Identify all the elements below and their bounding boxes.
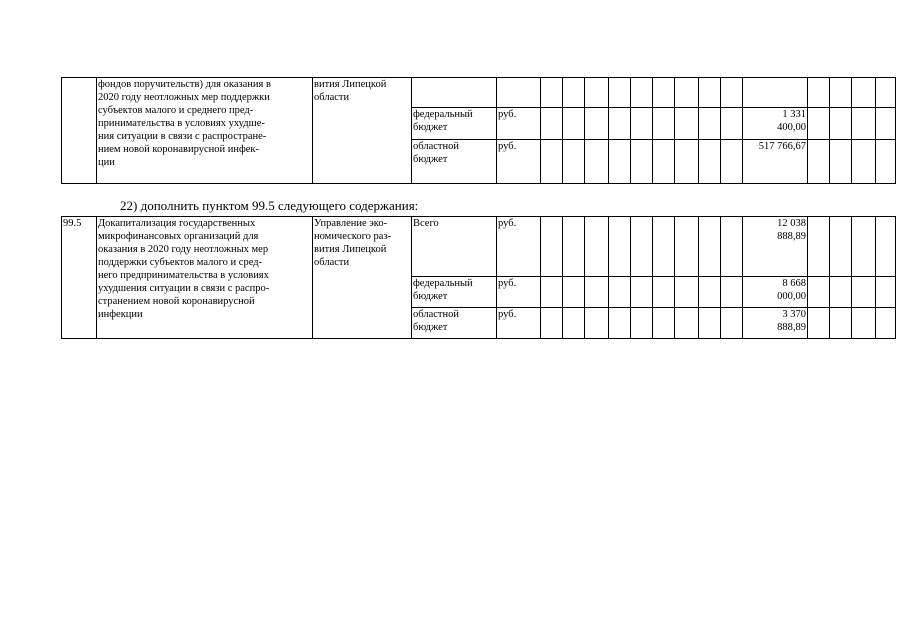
- empty-cell: [541, 78, 563, 108]
- source-cell: областной бюджет: [412, 308, 497, 339]
- empty-cell: [876, 140, 896, 184]
- amount-cell: [743, 140, 808, 184]
- empty-cell: [699, 140, 721, 184]
- source-cell: Всего: [412, 217, 497, 277]
- source-cell: областной бюджет: [412, 140, 497, 184]
- empty-cell: [876, 277, 896, 308]
- empty-cell: [852, 217, 876, 277]
- empty-cell: [808, 217, 830, 277]
- executor-line: Управление эко-: [314, 218, 388, 229]
- description-line: принимательства в условиях ухудше-: [98, 118, 265, 129]
- description-line: фондов поручительств) для оказания в: [98, 79, 271, 90]
- description-line: ции: [98, 157, 115, 168]
- description-line: странением новой коронавирусной: [98, 296, 255, 307]
- empty-cell: [721, 78, 743, 108]
- empty-cell: [585, 140, 609, 184]
- source-cell: [412, 78, 497, 108]
- empty-cell: [830, 140, 852, 184]
- executor-line: области: [314, 257, 350, 268]
- amount-line: 3 370: [782, 309, 806, 320]
- empty-cell: [585, 277, 609, 308]
- executor-line: области: [314, 92, 350, 103]
- empty-cell: [563, 108, 585, 140]
- description-line: инфекции: [98, 309, 143, 320]
- empty-cell: [721, 140, 743, 184]
- empty-cell: [541, 308, 563, 339]
- description-line: нием новой коронавирусной инфек-: [98, 144, 260, 155]
- empty-cell: [830, 217, 852, 277]
- empty-cell: [653, 277, 675, 308]
- source-cell: федеральный бюджет: [412, 108, 497, 140]
- amount-line: 517 766,67: [758, 141, 806, 152]
- empty-cell: [541, 108, 563, 140]
- amount-cell: [743, 277, 808, 308]
- unit-cell: руб.: [497, 108, 541, 140]
- empty-cell: [541, 217, 563, 277]
- empty-cell: [585, 308, 609, 339]
- empty-cell: [699, 277, 721, 308]
- description-line: Докапитализация государственных: [98, 218, 256, 229]
- empty-cell: [609, 217, 631, 277]
- empty-cell: [852, 140, 876, 184]
- empty-cell: [563, 277, 585, 308]
- empty-cell: [808, 78, 830, 108]
- unit-cell: [497, 78, 541, 108]
- empty-cell: [631, 217, 653, 277]
- empty-cell: [563, 308, 585, 339]
- empty-cell: [585, 78, 609, 108]
- empty-cell: [675, 277, 699, 308]
- empty-cell: [609, 140, 631, 184]
- row-number-cell: [62, 78, 97, 184]
- empty-cell: [675, 140, 699, 184]
- amount-line: 12 038: [777, 218, 806, 229]
- empty-cell: [653, 78, 675, 108]
- empty-cell: [699, 78, 721, 108]
- empty-cell: [563, 78, 585, 108]
- amount-cell: [743, 217, 808, 277]
- empty-cell: [876, 217, 896, 277]
- amount-cell: [743, 108, 808, 140]
- executor-line: вития Липецкой: [314, 244, 387, 255]
- description-cell: [97, 217, 313, 339]
- empty-cell: [653, 140, 675, 184]
- description-line: 2020 году неотложных мер поддержки: [98, 92, 270, 103]
- section-heading: 22) дополнить пунктом 99.5 следующего содержания:: [120, 198, 419, 213]
- empty-cell: [721, 217, 743, 277]
- empty-cell: [699, 308, 721, 339]
- executor-line: вития Липецкой: [314, 79, 387, 90]
- description-line: ния ситуации в связи с распростране-: [98, 131, 267, 142]
- empty-cell: [852, 277, 876, 308]
- empty-cell: [830, 108, 852, 140]
- empty-cell: [699, 108, 721, 140]
- empty-cell: [609, 277, 631, 308]
- empty-cell: [876, 78, 896, 108]
- description-line: него предпринимательства в условиях: [98, 270, 269, 281]
- budget-table-continued: [61, 77, 896, 184]
- empty-cell: [721, 277, 743, 308]
- amount-line: 8 668: [782, 278, 806, 289]
- empty-cell: [852, 78, 876, 108]
- unit-cell: руб.: [497, 140, 541, 184]
- description-line: оказания в 2020 году неотложных мер: [98, 244, 269, 255]
- row-number-cell: 99.5: [62, 217, 97, 339]
- empty-cell: [830, 277, 852, 308]
- description-line: поддержки субъектов малого и сред-: [98, 257, 263, 268]
- empty-cell: [653, 217, 675, 277]
- amount-cell: [743, 308, 808, 339]
- executor-cell: [313, 217, 412, 339]
- empty-cell: [653, 108, 675, 140]
- empty-cell: [585, 108, 609, 140]
- unit-cell: руб.: [497, 217, 541, 277]
- empty-cell: [876, 108, 896, 140]
- empty-cell: [585, 217, 609, 277]
- executor-line: номического раз-: [314, 231, 392, 242]
- empty-cell: [653, 308, 675, 339]
- amount-cell: [743, 78, 808, 108]
- empty-cell: [852, 308, 876, 339]
- unit-cell: руб.: [497, 277, 541, 308]
- empty-cell: [808, 108, 830, 140]
- amount-line: 1 331: [782, 109, 806, 120]
- amount-line: 400,00: [777, 122, 806, 133]
- description-line: микрофинансовых организаций для: [98, 231, 259, 242]
- empty-cell: [563, 217, 585, 277]
- empty-cell: [609, 108, 631, 140]
- empty-cell: [609, 308, 631, 339]
- amount-line: 888,89: [777, 322, 806, 333]
- empty-cell: [830, 308, 852, 339]
- empty-cell: [631, 108, 653, 140]
- empty-cell: [808, 277, 830, 308]
- description-line: субъектов малого и среднего пред-: [98, 105, 254, 116]
- description-cell: [97, 78, 313, 184]
- empty-cell: [852, 108, 876, 140]
- unit-cell: руб.: [497, 308, 541, 339]
- empty-cell: [631, 308, 653, 339]
- empty-cell: [675, 217, 699, 277]
- empty-cell: [675, 108, 699, 140]
- empty-cell: [808, 308, 830, 339]
- description-line: ухудшения ситуации в связи с распро-: [98, 283, 270, 294]
- empty-cell: [808, 140, 830, 184]
- empty-cell: [631, 277, 653, 308]
- empty-cell: [721, 108, 743, 140]
- empty-cell: [699, 217, 721, 277]
- empty-cell: [631, 78, 653, 108]
- empty-cell: [631, 140, 653, 184]
- amount-line: 888,89: [777, 231, 806, 242]
- empty-cell: [609, 78, 631, 108]
- empty-cell: [563, 140, 585, 184]
- empty-cell: [541, 140, 563, 184]
- source-cell: федеральный бюджет: [412, 277, 497, 308]
- amount-line: 000,00: [777, 291, 806, 302]
- empty-cell: [675, 308, 699, 339]
- empty-cell: [721, 308, 743, 339]
- executor-cell: [313, 78, 412, 184]
- empty-cell: [541, 277, 563, 308]
- empty-cell: [830, 78, 852, 108]
- empty-cell: [876, 308, 896, 339]
- budget-table-item-99-5: [61, 216, 896, 339]
- empty-cell: [675, 78, 699, 108]
